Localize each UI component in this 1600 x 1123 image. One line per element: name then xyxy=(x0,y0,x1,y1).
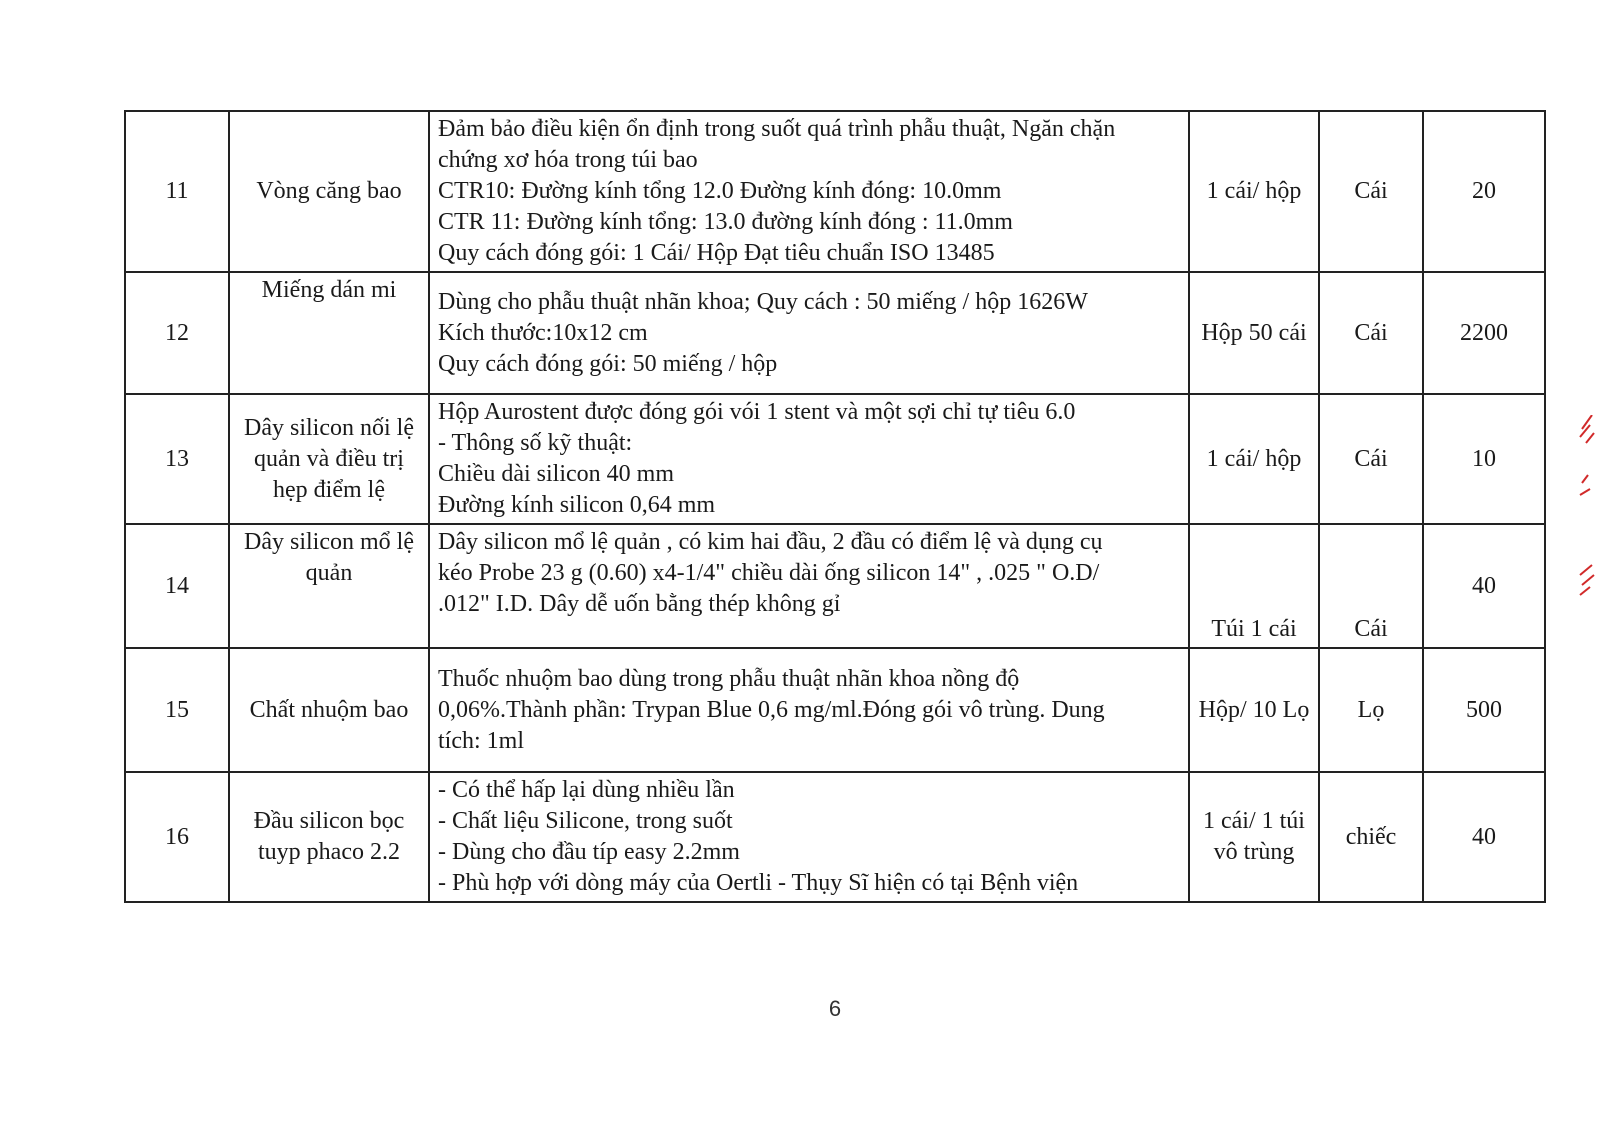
spec-line: - Thông số kỹ thuật: xyxy=(438,430,633,456)
table-row xyxy=(125,648,1545,772)
spec-line: - Chất liệu Silicone, trong suốt xyxy=(438,808,733,834)
item-spec xyxy=(429,772,1189,902)
packaging: Hộp 50 cái xyxy=(1189,272,1319,394)
spec-line: Chiều dài silicon 40 mm xyxy=(438,461,674,487)
unit: Cái xyxy=(1319,111,1423,272)
spec-line: kéo Probe 23 g (0.60) x4-1/4" chiều dài ống silicon 14" , .025 " O.D/ xyxy=(438,560,1100,586)
item-name: Dây silicon mổ lệ quản xyxy=(229,524,429,648)
spec-line: Dây silicon mổ lệ quản , có kim hai đầu, 2 đầu có điểm lệ và dụng cụ xyxy=(438,529,1103,555)
quantity: 500 xyxy=(1423,648,1545,772)
item-name: Đầu silicon bọc tuyp phaco 2.2 xyxy=(229,772,429,902)
spec-line: Dùng cho phẫu thuật nhãn khoa; Quy cách : 50 miếng / hộp 1626W xyxy=(438,288,1088,315)
row-number: 11 xyxy=(125,111,229,272)
packaging: 1 cái/ hộp xyxy=(1189,111,1319,272)
quantity: 20 xyxy=(1423,111,1545,272)
unit: Cái xyxy=(1319,272,1423,394)
quantity: 10 xyxy=(1423,394,1545,524)
spec-line: CTR 11: Đường kính tổng: 13.0 đường kính đóng : 11.0mm xyxy=(438,209,1013,235)
quantity: 2200 xyxy=(1423,272,1545,394)
unit: chiếc xyxy=(1319,772,1423,902)
quantity: 40 xyxy=(1423,772,1545,902)
item-spec xyxy=(429,648,1189,772)
packaging: 1 cái/ 1 túi vô trùng xyxy=(1189,772,1319,902)
spec-line: Kích thước:10x12 cm xyxy=(438,319,648,346)
spec-line: tích: 1ml xyxy=(438,727,524,754)
row-number: 15 xyxy=(125,648,229,772)
unit: Cái xyxy=(1319,394,1423,524)
table-row xyxy=(125,524,1545,648)
row-number: 14 xyxy=(125,524,229,648)
table-row xyxy=(125,772,1545,902)
unit: Cái xyxy=(1319,524,1423,648)
unit: Lọ xyxy=(1319,648,1423,772)
packaging: 1 cái/ hộp xyxy=(1189,394,1319,524)
spec-line: Hộp Aurostent được đóng gói vói 1 stent và một sợi chỉ tự tiêu 6.0 xyxy=(438,399,1076,425)
equipment-table xyxy=(124,110,1546,903)
spec-line: .012" I.D. Dây dễ uốn bằng thép không gỉ xyxy=(438,591,841,617)
table-row xyxy=(125,394,1545,524)
item-spec xyxy=(429,394,1189,524)
packaging: Túi 1 cái xyxy=(1189,524,1319,648)
spec-line: Đảm bảo điều kiện ổn định trong suốt quá trình phẫu thuật, Ngăn chặn xyxy=(438,116,1116,142)
item-name: Dây silicon nối lệ quản và điều trị hẹp điểm lệ xyxy=(229,394,429,524)
item-spec xyxy=(429,272,1189,394)
packaging: Hộp/ 10 Lọ xyxy=(1189,648,1319,772)
item-name: Miếng dán mi xyxy=(229,272,429,394)
item-name: Vòng căng bao xyxy=(229,111,429,272)
spec-line: Đường kính silicon 0,64 mm xyxy=(438,492,716,518)
spec-line: 0,06%.Thành phần: Trypan Blue 0,6 mg/ml.Đóng gói vô trùng. Dung xyxy=(438,696,1105,723)
row-number: 12 xyxy=(125,272,229,394)
page-number: 6 xyxy=(828,996,842,1021)
spec-line: Quy cách đóng gói: 1 Cái/ Hộp Đạt tiêu chuẩn ISO 13485 xyxy=(438,240,995,266)
spec-line: - Phù hợp với dòng máy của Oertli - Thụy Sĩ hiện có tại Bệnh viện xyxy=(438,870,1079,896)
equipment-table-container xyxy=(124,110,1544,903)
table-row xyxy=(125,272,1545,394)
row-number: 16 xyxy=(125,772,229,902)
spec-line: CTR10: Đường kính tổng 12.0 Đường kính đóng: 10.0mm xyxy=(438,178,1002,204)
quantity: 40 xyxy=(1423,524,1545,648)
spec-line: Thuốc nhuộm bao dùng trong phẫu thuật nhãn khoa nồng độ xyxy=(438,665,1020,692)
spec-line: chứng xơ hóa trong túi bao xyxy=(438,147,698,173)
row-number: 13 xyxy=(125,394,229,524)
item-name: Chất nhuộm bao xyxy=(229,648,429,772)
spec-line: Quy cách đóng gói: 50 miếng / hộp xyxy=(438,350,778,377)
item-spec xyxy=(429,524,1189,648)
spec-line: - Có thể hấp lại dùng nhiều lần xyxy=(438,777,735,803)
spec-line: - Dùng cho đầu típ easy 2.2mm xyxy=(438,839,740,865)
stamp-fragment xyxy=(1572,415,1596,615)
item-spec xyxy=(429,111,1189,272)
table-row xyxy=(125,111,1545,272)
